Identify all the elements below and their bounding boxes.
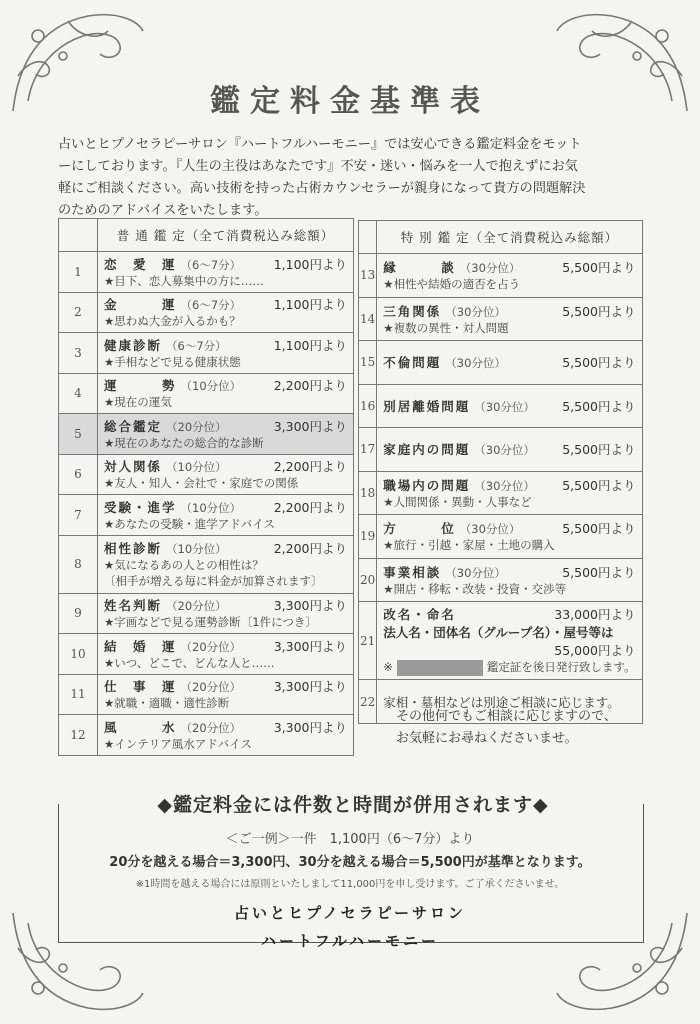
service-price: 3,300円より xyxy=(273,679,347,695)
service-time: （20分位） xyxy=(180,680,242,695)
row-number: 6 xyxy=(59,454,98,495)
row-number: 21 xyxy=(359,602,377,680)
intro-line: のためのアドバイスをいたします。 xyxy=(58,203,268,218)
service-desc: ★就職・適職・適性診断 xyxy=(104,696,230,711)
service-name: 金 運 xyxy=(104,297,177,313)
row-number: 16 xyxy=(359,384,377,428)
row-number: 10 xyxy=(59,634,98,675)
service-desc: ★いつ、どこで、どんな人と…… xyxy=(104,655,275,670)
service-name: 改名・命名 xyxy=(383,607,456,623)
example-footnote: ※1時間を越える場合には原則といたしまして11,000円を申し受けます。ご了承くださいませ。 xyxy=(135,879,565,890)
row-number: 22 xyxy=(359,680,377,724)
table-corner xyxy=(359,221,377,254)
row-number: 1 xyxy=(59,252,98,293)
service-desc: ★旅行・引越・家屋・土地の購入 xyxy=(383,538,555,553)
service-desc: ★思わぬ大金が入るかも？ xyxy=(104,314,241,329)
service-time: （20分位） xyxy=(166,599,227,614)
service-name: 恋 愛 運 xyxy=(104,256,177,272)
service-time: （30分位） xyxy=(474,443,535,458)
service-price: 1,100円より xyxy=(273,297,347,313)
service-name: 職場内の問題 xyxy=(383,477,471,493)
pricing-rule-title: ◆鑑定料金には件数と時間が併用されます◆ xyxy=(108,790,598,817)
intro-line: ーにしております。『人生の主役はあなたです』不安・迷い・悩みを一人で抱えずにお気 xyxy=(58,159,578,174)
row-number: 19 xyxy=(359,515,377,559)
table-row xyxy=(359,341,643,385)
service-price: 1,100円より xyxy=(273,337,347,353)
service-time: （6～7分） xyxy=(166,338,227,353)
table-row xyxy=(59,333,354,374)
intro-text xyxy=(58,134,658,222)
example-rule: 20分を越える場合＝3,300円、30分を越える場合＝5,500円が基準となります。 xyxy=(109,855,591,870)
service-price: 3,300円より xyxy=(273,638,347,654)
table-row xyxy=(359,384,643,428)
service-time: （30分位） xyxy=(459,261,521,276)
table-row xyxy=(59,674,354,715)
service-name: 風 水 xyxy=(104,719,177,735)
service-time: （20分位） xyxy=(180,720,242,735)
service-name: 仕 事 運 xyxy=(104,679,177,695)
service-time: （30分位） xyxy=(474,478,535,493)
table-row-highlighted xyxy=(59,414,354,455)
note-mark: ※ xyxy=(383,660,393,675)
special-fee-table xyxy=(358,220,643,724)
salon-subname: ハートフルハーモニー xyxy=(261,932,439,950)
service-desc: ★気になるあの人との相性は？ xyxy=(104,558,264,572)
intro-line: 軽にご相談ください。高い技術を持った占術カウンセラーが親身になって貴方の問題解決 xyxy=(58,181,586,196)
service-name: 運 勢 xyxy=(104,378,177,394)
table-row xyxy=(59,634,354,675)
table-row xyxy=(59,535,354,593)
table-row xyxy=(59,495,354,536)
table-row xyxy=(59,373,354,414)
service-price: 3,300円より xyxy=(273,598,347,614)
table-row xyxy=(59,454,354,495)
service-name: 受験・進学 xyxy=(104,499,177,515)
row-number: 11 xyxy=(59,674,98,715)
service-desc: ★現在のあなたの総合的な診断 xyxy=(104,435,264,450)
service-name: 総合鑑定 xyxy=(104,418,163,434)
row-number: 5 xyxy=(59,414,98,455)
service-desc: ★人間関係・異動・人事など xyxy=(383,494,532,509)
service-time: （20分位） xyxy=(166,419,227,434)
service-price: 5,500円より xyxy=(562,303,636,319)
service-time: （30分位） xyxy=(445,304,506,319)
service-name: 三角関係 xyxy=(383,303,442,319)
row-number: 14 xyxy=(359,297,377,341)
table-row xyxy=(59,252,354,293)
service-price: 5,500円より xyxy=(562,260,636,276)
table-row xyxy=(59,715,354,756)
row-number: 2 xyxy=(59,292,98,333)
table-row xyxy=(359,602,643,680)
service-desc: ★あなたの受験・進学アドバイス xyxy=(104,516,275,531)
service-time: （10分位） xyxy=(166,542,227,556)
service-desc: ★複数の異性・対人問題 xyxy=(383,320,509,335)
row-number: 4 xyxy=(59,373,98,414)
service-price: 5,500円より xyxy=(562,564,636,580)
intro-line: 占いとヒプノセラピーサロン『ハートフルハーモニー』では安心できる鑑定料金をモット xyxy=(58,137,582,152)
service-price: 5,500円より xyxy=(562,521,636,537)
table-row xyxy=(359,254,643,298)
service-time: （30分位） xyxy=(459,522,521,537)
service-name: 相性診断 xyxy=(104,541,163,556)
service-name: 方 位 xyxy=(383,521,456,537)
service-price: 5,500円より xyxy=(562,442,636,458)
service-time: （10分位） xyxy=(180,379,242,394)
service-desc: ★目下、恋人募集中の方に…… xyxy=(104,273,264,288)
service-name: 家庭内の問題 xyxy=(383,442,471,458)
service-name: 縁 談 xyxy=(383,260,456,276)
service-price: 2,200円より xyxy=(273,378,347,394)
service-time: （20分位） xyxy=(180,639,242,654)
service-price: 2,200円より xyxy=(273,499,347,515)
table-row xyxy=(359,297,643,341)
row-number: 12 xyxy=(59,715,98,756)
service-time: （10分位） xyxy=(180,500,242,515)
service-price: 5,500円より xyxy=(562,398,636,414)
service-name: 健康診断 xyxy=(104,337,163,353)
service-price: 5,500円より xyxy=(562,355,636,371)
service-price: 5,500円より xyxy=(562,477,636,493)
table-row xyxy=(359,558,643,602)
service-price: 2,200円より xyxy=(273,541,347,556)
service-time: （30分位） xyxy=(474,399,535,414)
special-table-header: 特 別 鑑 定（全て消費税込み総額） xyxy=(377,221,642,254)
regular-table-header: 普 通 鑑 定（全て消費税込み総額） xyxy=(98,219,354,252)
service-name: 別居離婚問題 xyxy=(383,398,471,414)
row-number: 13 xyxy=(359,254,377,298)
row-number: 17 xyxy=(359,428,377,472)
row-number: 8 xyxy=(59,535,98,593)
table-row xyxy=(59,593,354,634)
service-price: 3,300円より xyxy=(273,719,347,735)
row-number: 18 xyxy=(359,471,377,515)
service-name: 結 婚 運 xyxy=(104,638,177,654)
service-name: 不倫問題 xyxy=(383,355,442,371)
service-name-corporate: 法人名・団体名（グループ名）・屋号等は xyxy=(383,625,614,641)
page-title: 鑑定料金基準表 xyxy=(210,84,490,119)
service-time: （30分位） xyxy=(445,565,506,580)
service-time: （30分位） xyxy=(445,356,506,371)
service-price: 33,000円より xyxy=(554,607,636,623)
service-price: 3,300円より xyxy=(273,418,347,434)
row-number: 7 xyxy=(59,495,98,536)
service-time: （10分位） xyxy=(166,460,227,475)
service-desc: ★インテリア風水アドバイス xyxy=(104,736,252,751)
note-line: その他何でもご相談に応じますので、 xyxy=(396,709,617,724)
example-line: ＜ご一例＞一件 1,100円（6～7分）より xyxy=(225,832,475,847)
service-desc: ★開店・移転・改装・投資・交渉等 xyxy=(383,581,567,596)
service-time: （6～7分） xyxy=(180,257,242,272)
table-row xyxy=(59,292,354,333)
service-price: 2,200円より xyxy=(273,459,347,475)
service-price-corporate: 55,000円より xyxy=(554,643,636,659)
redacted-block xyxy=(397,660,483,676)
service-time: （6～7分） xyxy=(180,298,242,313)
service-name: 対人関係 xyxy=(104,459,163,475)
service-desc: ★現在の運気 xyxy=(104,395,172,410)
table-row xyxy=(359,515,643,559)
table-row xyxy=(359,471,643,515)
service-desc: ★友人・知人・会社で・家庭での関係 xyxy=(104,476,299,491)
table-row xyxy=(359,428,643,472)
certificate-note: 鑑定証を後日発行致します。 xyxy=(486,660,636,675)
row-number: 15 xyxy=(359,341,377,385)
consultation-note xyxy=(396,706,617,750)
house-grave-note: 家相・墓相などは別途ご相談に応じます。 xyxy=(383,694,620,710)
note-line: お気軽にお尋ねくださいませ。 xyxy=(396,731,578,746)
row-number: 9 xyxy=(59,593,98,634)
service-desc: ★手相などで見る健康状態 xyxy=(104,354,241,369)
row-number: 20 xyxy=(359,558,377,602)
service-price: 1,100円より xyxy=(273,256,347,272)
service-desc: ★字画などで見る運勢診断〔1件につき〕 xyxy=(104,615,317,630)
salon-name: 占いとヒプノセラピーサロン xyxy=(233,904,467,922)
row-number: 3 xyxy=(59,333,98,374)
service-name: 事業相談 xyxy=(383,564,442,580)
service-desc: ★相性や結婚の適否を占う xyxy=(383,277,521,292)
regular-fee-table xyxy=(58,218,354,756)
service-note: 〔相手が増える毎に料金が加算されます〕 xyxy=(104,574,323,588)
table-corner xyxy=(59,219,98,252)
service-name: 姓名判断 xyxy=(104,598,163,614)
